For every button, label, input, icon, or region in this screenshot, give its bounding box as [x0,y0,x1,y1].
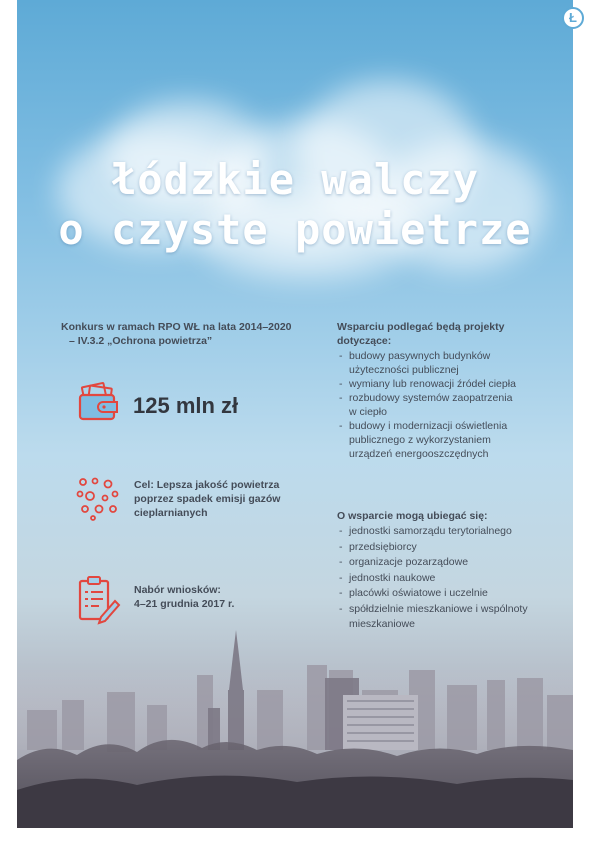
headline-line-1: łódzkie walczy [110,155,479,204]
list-item: - spółdzielnie mieszkaniowe i wspólnoty mieszkaniowe [337,602,562,633]
city-skyline-image [17,630,573,828]
goal-text: Cel: Lepsza jakość powietrza poprzez spadek emisji gazów cieplarnianych [134,479,281,519]
list-item: - przedsiębiorcy [337,540,562,556]
poster [17,0,573,828]
wallet-icon [77,381,121,425]
contest-info: Konkurs w ramach RPO WŁ na lata 2014–2020 – IV.3.2 „Ochrona powietrza” [61,321,292,347]
list-item: - jednostki samorządu terytorialnego [337,524,562,540]
clipboard-icon [77,575,121,625]
headline-line-2: o czyste powietrze [58,205,532,254]
list-item: - budowy pasywnych budynków użyteczności publicznej [337,349,562,377]
list-item: - rozbudowy systemów zaopatrzenia w ciepło [337,391,562,419]
list-item: - budowy i modernizacji oświetlenia publicznego z wykorzystaniem urządzeń energooszczędnych [337,419,562,461]
bubbles-icon [75,476,121,522]
lodzkie-logo: Ł [562,7,584,29]
list-item: - organizacje pozarządowe [337,555,562,571]
recruitment-text: Nabór wniosków: 4–21 grudnia 2017 r. [134,584,235,610]
amount-value: 125 mln zł [133,393,239,418]
projects-heading: Wsparciu podlegać będą projekty dotyczące: [337,321,505,347]
projects-list [337,349,562,461]
list-item: - jednostki naukowe [337,571,562,587]
list-item: - wymiany lub renowacji źródeł ciepła [337,377,562,391]
applicants-list [337,524,562,633]
applicants-heading: O wsparcie mogą ubiegać się: [337,510,488,522]
list-item: - placówki oświatowe i uczelnie [337,586,562,602]
